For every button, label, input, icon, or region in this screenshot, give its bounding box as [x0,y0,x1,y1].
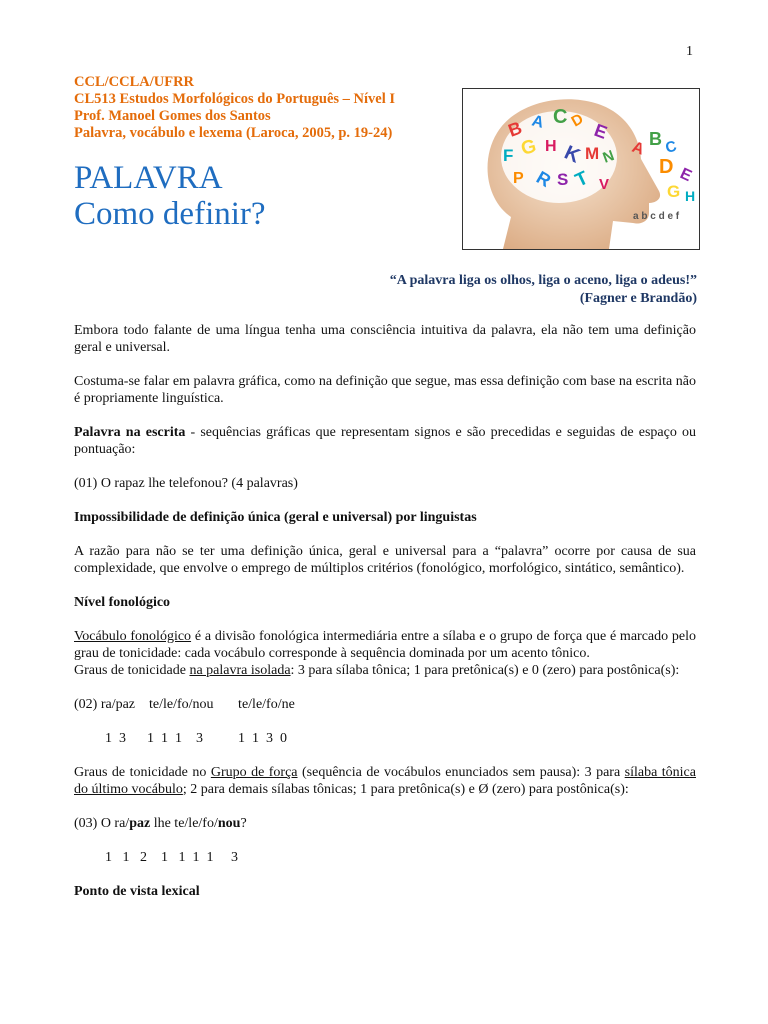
text-segment: (03) O ra/ [74,816,130,831]
paragraph-graphic-word: Costuma-se falar em palavra gráfica, como na definição que segue, mas essa definição com base na escrita não é propriamente linguística. [74,374,696,406]
example-02 [74,696,696,747]
document-header [74,74,454,142]
page-number: 1 [686,44,693,59]
example-02-syllables: (02) ra/paz te/le/fo/nou te/le/fo/ne [74,697,295,712]
term-phonological-word: Vocábulo fonológico [74,629,192,644]
text-segment: ? [240,816,247,831]
svg-text:P: P [513,170,524,187]
svg-text:E: E [677,165,695,186]
svg-text:B: B [649,129,662,149]
document-body [74,322,696,917]
paragraph-written-word [74,424,696,458]
paragraph-phonological-word [74,628,696,662]
example-01: (01) O rapaz lhe telefonou? (4 palavras) [74,476,298,491]
example-02-stress-grades: 1 3 1 1 1 3 1 1 3 0 [105,731,287,746]
quote-text: “A palavra liga os olhos, liga o aceno, liga o adeus!” [389,273,697,288]
heading-impossibility: Impossibilidade de definição única (geral e universal) por linguistas [74,510,477,525]
svg-text:H: H [685,188,696,204]
svg-text:B: B [505,117,525,141]
paragraph-stress-group [74,764,696,798]
svg-text:a b c d e f: a b c d e f [633,211,680,222]
term-stress-group: Grupo de força [210,765,298,780]
header-professor: Prof. Manoel Gomes dos Santos [74,108,271,124]
heading-lexical-view: Ponto de vista lexical [74,884,200,899]
example-03 [74,815,696,866]
svg-text:M: M [585,144,600,163]
page-title [74,160,266,232]
paragraph-complexity: A razão para não se ter uma definição única, geral e universal para a “palavra” ocorre por causa de sua complexidade, que envolve o emprego de múltiplos critérios (fonológico, morfológico, sintático, semântico). [74,544,696,576]
svg-text:C: C [553,106,568,128]
paragraph-isolated-word-stress [74,662,696,679]
example-03-stress-grades: 1 1 2 1 1 1 1 3 [105,850,238,865]
header-institution: CCL/CCLA/UFRR [74,74,195,90]
svg-text:H: H [545,138,557,155]
svg-text:K: K [560,141,584,168]
text-segment: Graus de tonicidade [74,663,190,678]
paragraph-intro: Embora todo falante de uma língua tenha uma consciência intuitiva da palavra, ela não tem uma definição geral e universal. [74,323,696,355]
quote-author: (Fagner e Brandão) [579,291,697,306]
epigraph-quote [390,272,697,308]
svg-text:S: S [557,170,569,189]
header-course: CL513 Estudos Morfológicos do Português – Nível I [74,91,396,107]
stressed-syllable: nou [217,816,241,831]
term-last-word-stress: sílaba tônica do último vocábulo [74,765,696,797]
svg-text:N: N [600,147,617,167]
text-segment: (sequência de vocábulos enunciados sem pausa): 3 para [297,765,625,780]
svg-text:F: F [503,146,514,165]
text-segment: ; 2 para demais sílabas tônicas; 1 para pretônica(s) e Ø (zero) para postônica(s): [182,782,629,797]
svg-text:G: G [667,182,681,201]
example-03-syllables [74,815,696,832]
term-written-word: Palavra na escrita [74,425,186,440]
text-segment: lhe te/le/fo/ [150,816,218,831]
svg-text:C: C [663,137,679,157]
illustration-svg [463,89,699,249]
header-reference: Palavra, vocábulo e lexema (Laroca, 2005, p. 19-24) [74,125,393,141]
written-word-definition: - sequências gráficas que representam signos e são precedidas e seguidas de espaço ou pontuação: [74,425,696,457]
svg-text:A: A [529,112,546,132]
term-isolated-word: na palavra isolada [189,663,291,678]
svg-text:R: R [533,167,555,191]
phonological-word-definition: é a divisão fonológica intermediária entre a sílaba e o grupo de força que é marcado pelo grau de tonicidade: cada vocábulo corresponde à sequência dominada por um acento tônico. [74,629,697,661]
svg-text:D: D [568,110,587,131]
head-with-letters-icon [462,88,700,250]
svg-text:V: V [599,176,610,193]
text-segment: : 3 para sílaba tônica; 1 para pretônica(s) e 0 (zero) para postônica(s): [290,663,680,678]
title-line-2: Como definir? [74,196,266,232]
svg-text:G: G [518,135,539,160]
title-line-1: PALAVRA [74,160,223,196]
heading-phonological-level: Nível fonológico [74,595,171,610]
text-segment: Graus de tonicidade no [74,765,211,780]
svg-text:E: E [591,119,610,143]
svg-text:A: A [629,138,647,159]
svg-text:D: D [659,156,674,178]
svg-text:T: T [572,167,592,192]
stressed-syllable: paz [129,816,151,831]
